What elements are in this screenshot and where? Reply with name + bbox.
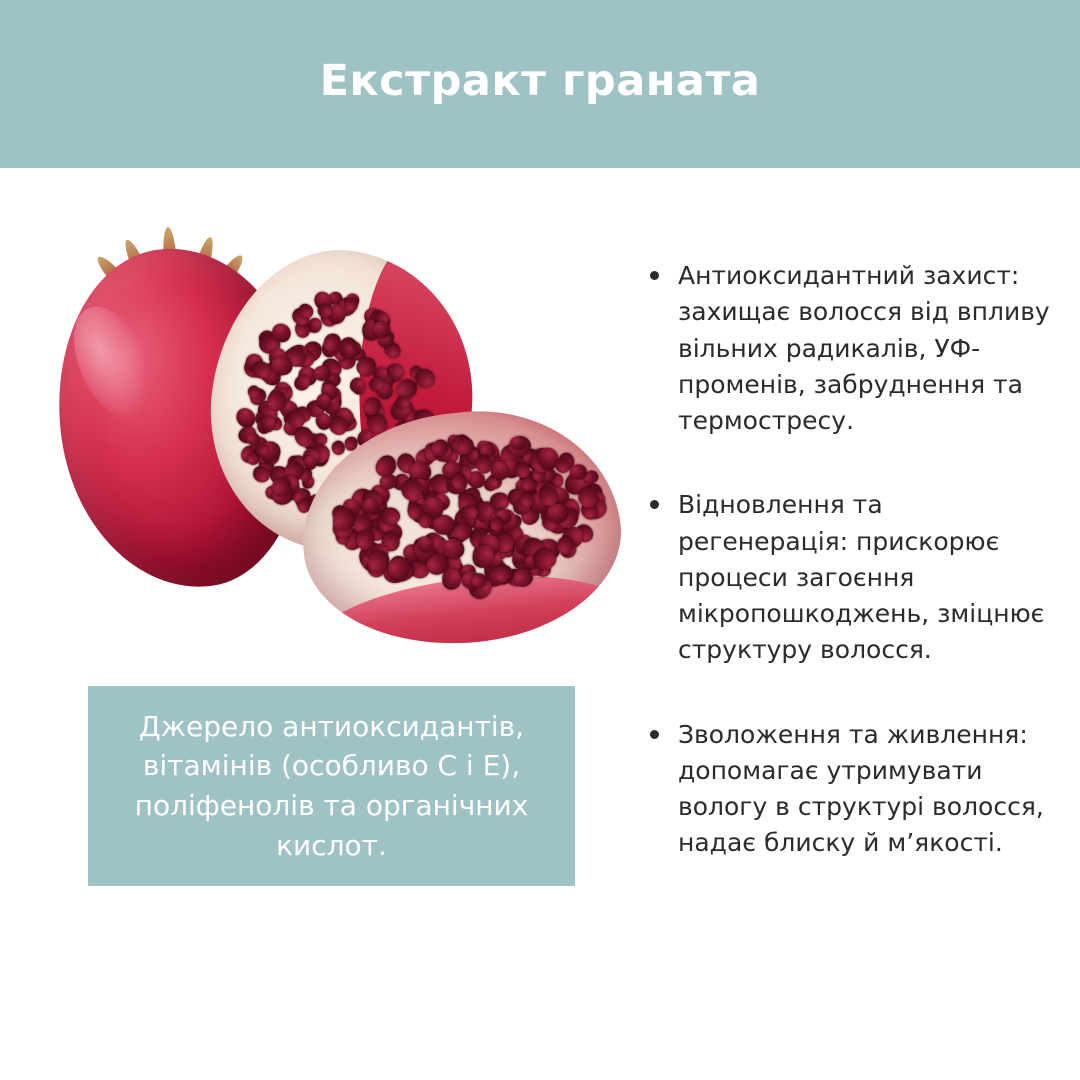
seed-cluster-bottom xyxy=(291,397,631,659)
right-column xyxy=(640,258,1050,862)
list-item xyxy=(640,258,1050,439)
benefits-list xyxy=(640,258,1050,862)
benefit-text: Зволоження та живлення: допомагає утримувати вологу в структурі волосся, надає блиску й м’якості. xyxy=(678,719,1044,858)
bullet-dot-icon xyxy=(650,500,659,509)
pomegranate-open-wedge xyxy=(291,397,631,659)
pomegranate-illustration xyxy=(40,193,610,653)
benefit-text: Відновлення та регенерація: прискорює процеси загоєння мікропошкоджень, зміцнює структуру волосся. xyxy=(678,490,1045,665)
list-item xyxy=(640,487,1050,668)
caption-text: Джерело антиоксидантів, вітамінів (особливо С і Е), поліфенолів та органічних кислот. xyxy=(134,709,529,862)
header-banner xyxy=(0,0,1080,168)
bullet-dot-icon xyxy=(650,271,659,280)
caption-box xyxy=(88,686,575,886)
bullet-dot-icon xyxy=(650,730,659,739)
benefit-text: Антиоксидантний захист: захищає волосся від впливу вільних радикалів, УФ-променів, забруднення та термостресу. xyxy=(678,261,1050,435)
page-title: Екстракт граната xyxy=(319,56,761,106)
list-item xyxy=(640,717,1050,862)
left-column xyxy=(0,168,630,1080)
